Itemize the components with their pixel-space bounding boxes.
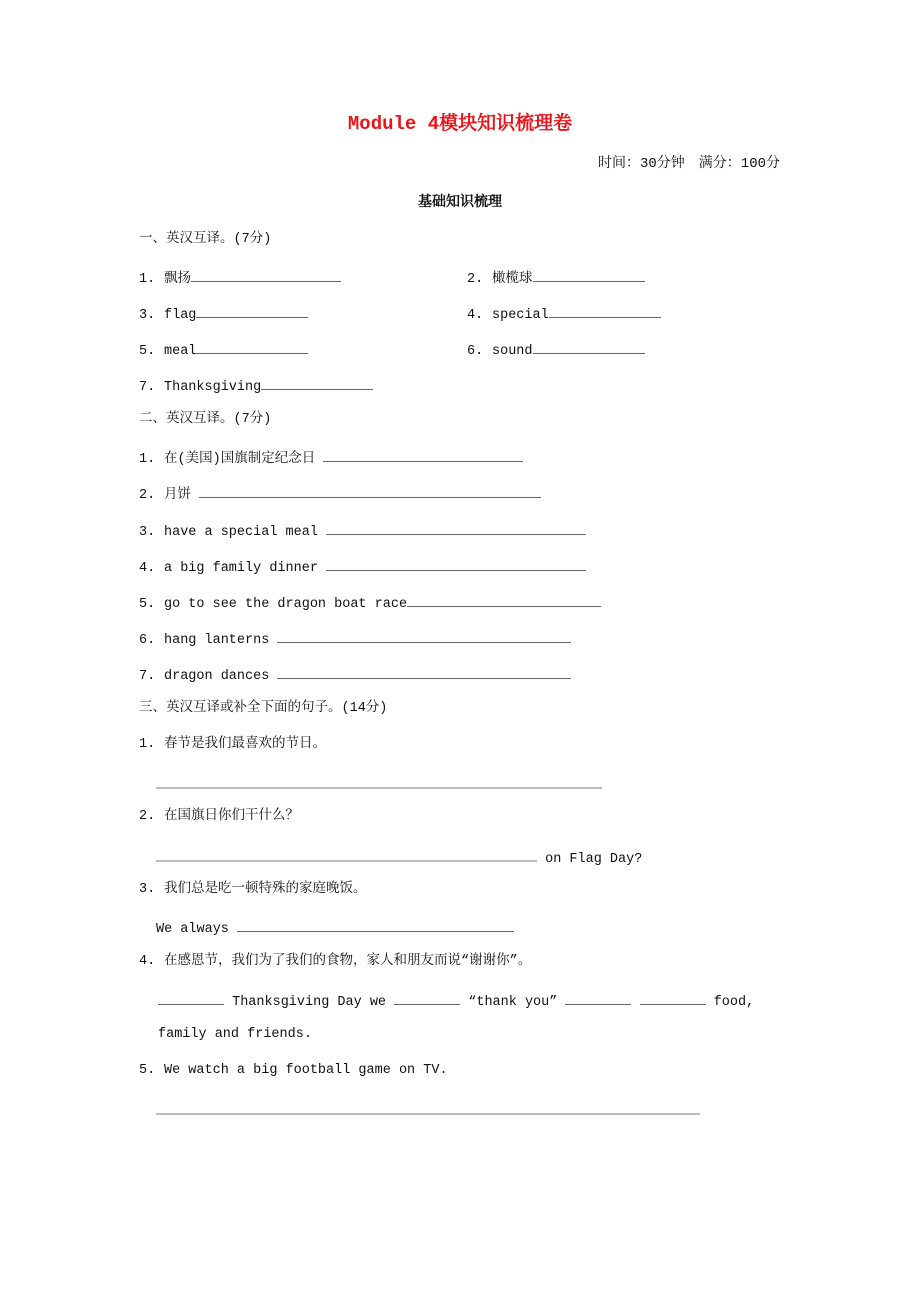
answer-line[interactable] <box>156 772 602 789</box>
page-title: Module 4模块知识梳理卷 <box>347 113 573 135</box>
question: 2. 在国旗日你们干什么？ <box>139 809 299 824</box>
section-heading: 基础知识梳理 <box>418 195 502 211</box>
answer-blank[interactable] <box>261 374 373 390</box>
exam-meta: 时间：30分钟 满分：100分 <box>597 156 780 172</box>
answer-blank[interactable] <box>199 482 541 498</box>
answer-blank[interactable] <box>237 916 514 932</box>
answer-blank[interactable] <box>191 266 341 282</box>
answer-blank[interactable] <box>326 519 586 535</box>
answer-blank[interactable] <box>407 591 601 607</box>
question: 5. We watch a big football game on TV. <box>139 1063 448 1078</box>
answer-blank[interactable] <box>394 989 460 1005</box>
question: 6. sound <box>467 338 645 362</box>
question: 1. 飘扬 <box>139 266 341 290</box>
answer-blank[interactable] <box>323 446 523 462</box>
question: 3. 我们总是吃一顿特殊的家庭晚饭。 <box>139 882 367 897</box>
question: 1. 在(美国)国旗制定纪念日 <box>139 446 523 470</box>
question: 3. flag <box>139 302 308 326</box>
question: 4. a big family dinner <box>139 555 586 579</box>
question: 5. go to see the dragon boat race <box>139 591 601 615</box>
question: 4. special <box>467 302 661 326</box>
question: 3. have a special meal <box>139 519 586 543</box>
question: 7. Thanksgiving <box>139 374 373 398</box>
answer-blank[interactable] <box>196 302 308 318</box>
answer-blank[interactable] <box>158 989 224 1005</box>
question: 2. 月饼 <box>139 482 541 506</box>
answer-blank[interactable] <box>549 302 661 318</box>
question: 5. meal <box>139 338 308 362</box>
answer-blank[interactable] <box>326 555 586 571</box>
section-3-title: 三、英汉互译或补全下面的句子。(14分) <box>139 701 388 716</box>
answer-blank[interactable] <box>196 338 308 354</box>
question: 1. 春节是我们最喜欢的节日。 <box>139 737 326 752</box>
answer-line[interactable] <box>156 1098 700 1115</box>
answer-blank[interactable] <box>277 627 571 643</box>
question: 2. 橄榄球 <box>467 266 645 290</box>
question: 6. hang lanterns <box>139 627 571 651</box>
section-2-title: 二、英汉互译。(7分) <box>139 412 272 427</box>
section-1-title: 一、英汉互译。(7分) <box>139 232 272 247</box>
answer-blank[interactable] <box>533 266 645 282</box>
answer-blank[interactable] <box>277 663 571 679</box>
question: 4. 在感恩节，我们为了我们的食物，家人和朋友而说“谢谢你”。 <box>139 954 532 969</box>
answer-blank[interactable] <box>640 989 706 1005</box>
answer-blank[interactable] <box>565 989 631 1005</box>
question: 7. dragon dances <box>139 663 571 687</box>
answer-blank[interactable] <box>533 338 645 354</box>
answer-line[interactable] <box>156 845 537 862</box>
